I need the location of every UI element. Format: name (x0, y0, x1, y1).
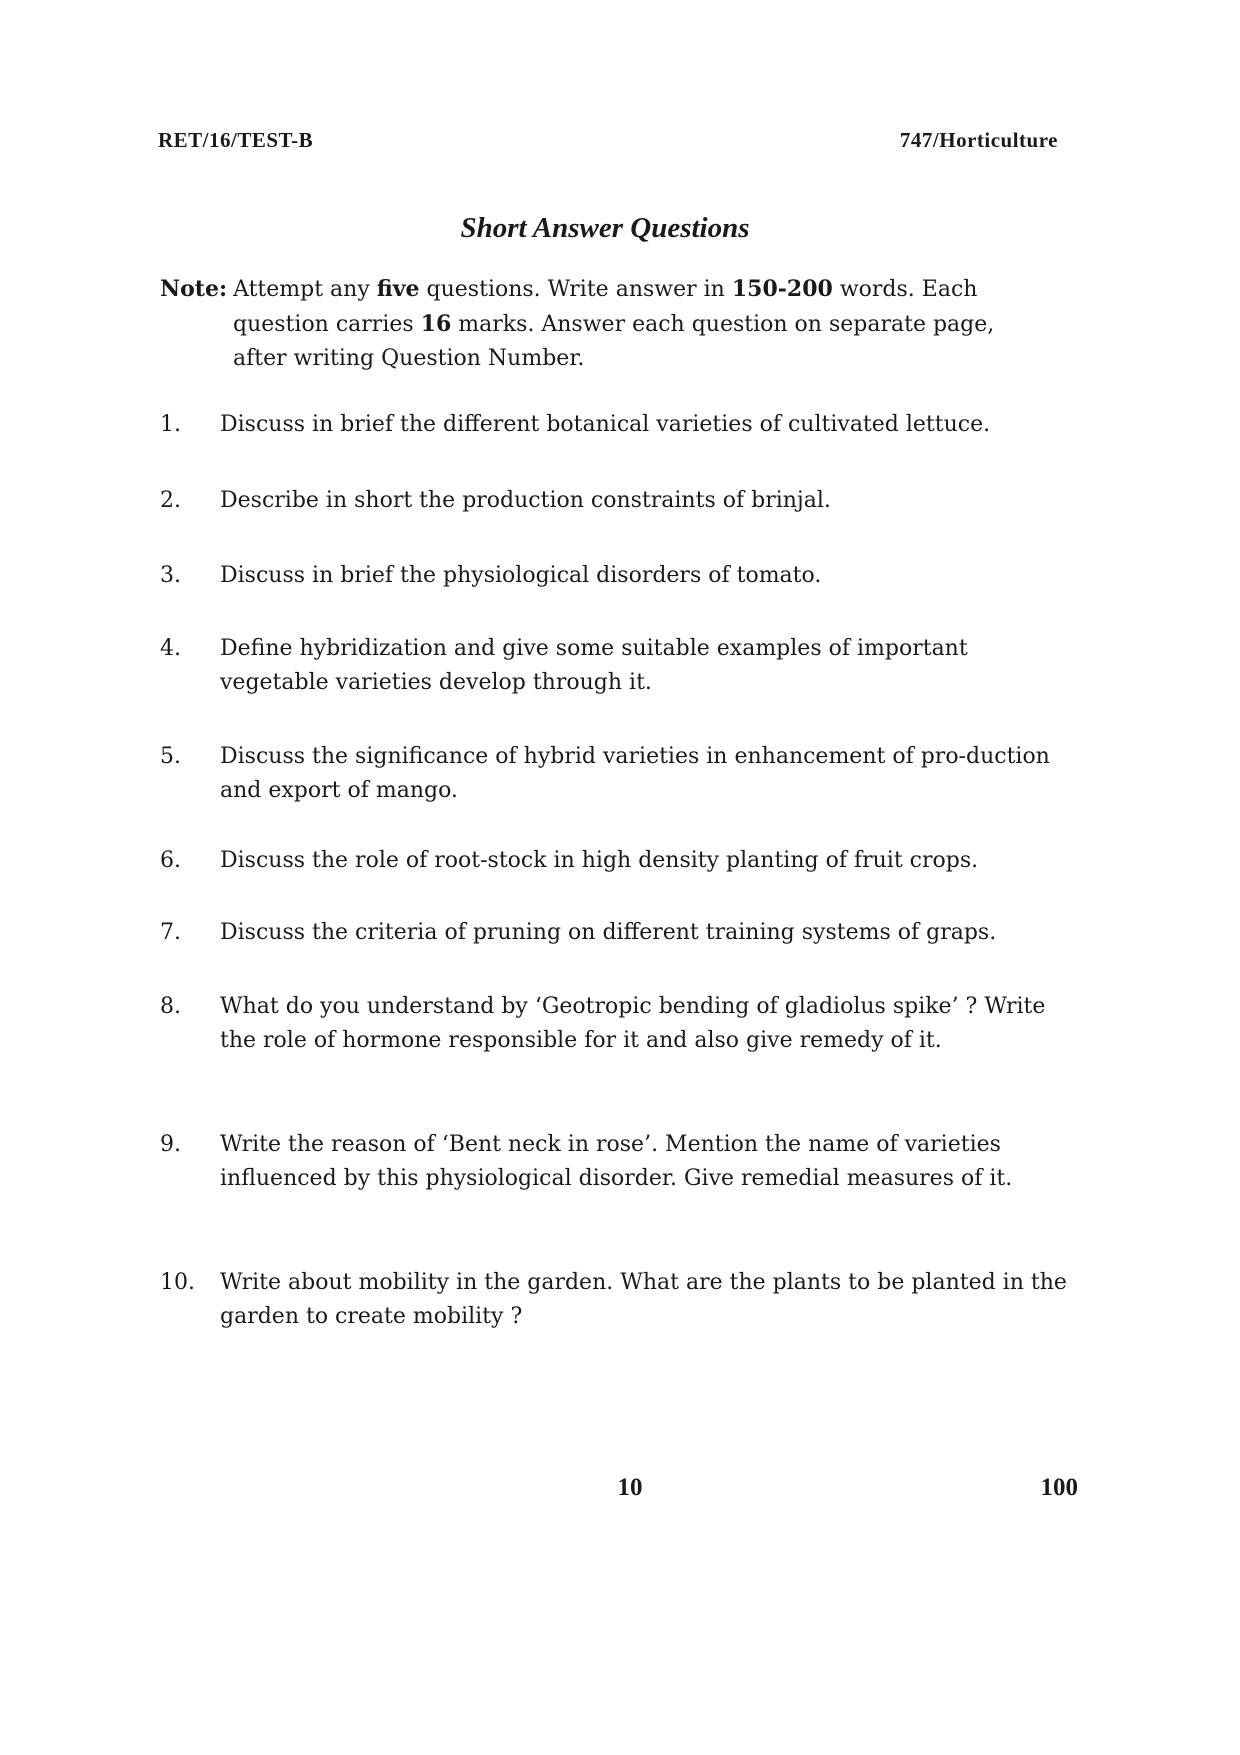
note-text-4: question carries (233, 312, 421, 337)
question-text: Write about mobility in the garden. What are the plants to be planted in the garden to create mobility ? (220, 1270, 1067, 1329)
question-text: Discuss in brief the physiological disorders of tomato. (220, 563, 822, 588)
footer-code: 100 (1040, 1474, 1078, 1501)
question-10 (160, 1266, 1080, 1334)
note-label: Note: (160, 276, 228, 302)
note-line-3: after writing Question Number. (233, 346, 585, 371)
question-number: 1. (160, 412, 181, 437)
page-number: 10 (617, 1474, 643, 1501)
note-line-2 (160, 307, 1065, 342)
note-text-5: marks. Answer each question on separate page, (451, 312, 995, 337)
question-number: 3. (160, 563, 181, 588)
question-text: What do you understand by ‘Geotropic bending of gladiolus spike’ ? Write the role of hormone responsible for it and also give remedy of it. (220, 994, 1046, 1053)
question-text: Discuss the criteria of pruning on different training systems of graps. (220, 920, 997, 945)
question-number: 9. (160, 1132, 181, 1157)
question-text: Define hybridization and give some suitable examples of important vegetable varieties develop through it. (220, 636, 968, 695)
question-5 (160, 740, 1080, 808)
instructions-note (160, 272, 1065, 376)
question-number: 4. (160, 636, 181, 661)
question-number: 10. (160, 1270, 195, 1295)
question-1 (160, 408, 1080, 442)
question-text: Describe in short the production constraints of brinjal. (220, 488, 831, 513)
question-8 (160, 990, 1080, 1058)
question-number: 8. (160, 994, 181, 1019)
question-2 (160, 484, 1080, 518)
question-text: Discuss the significance of hybrid varieties in enhancement of pro-duction and export of mango. (220, 744, 1050, 803)
note-text-3: words. Each (832, 277, 978, 302)
note-bold-marks: 16 (420, 311, 452, 337)
question-number: 2. (160, 488, 181, 513)
question-text: Discuss in brief the different botanical varieties of cultivated lettuce. (220, 412, 991, 437)
question-6 (160, 844, 1080, 878)
question-7 (160, 916, 1080, 950)
question-number: 7. (160, 920, 181, 945)
note-bold-words: 150-200 (731, 276, 833, 302)
question-text: Discuss the role of root-stock in high density planting of fruit crops. (220, 848, 979, 873)
note-text-1: Attempt any (233, 277, 377, 302)
question-text: Write the reason of ‘Bent neck in rose’. Mention the name of varieties influenced by this physiological disorder. Give remedial measures of it. (220, 1132, 1013, 1191)
note-text-2: questions. Write answer in (419, 277, 732, 302)
question-3 (160, 559, 1080, 593)
note-bold-five: five (376, 276, 420, 302)
section-title: Short Answer Questions (460, 212, 750, 244)
header-subject: 747/Horticulture (899, 128, 1058, 152)
header-test-code: RET/16/TEST-B (158, 128, 314, 152)
question-9 (160, 1128, 1080, 1196)
question-number: 6. (160, 848, 181, 873)
question-number: 5. (160, 744, 181, 769)
question-4 (160, 632, 1080, 700)
